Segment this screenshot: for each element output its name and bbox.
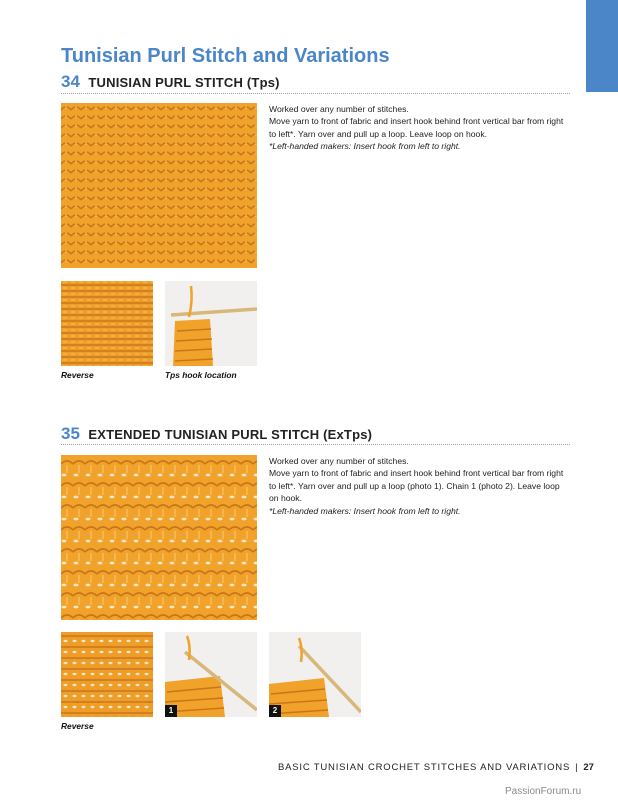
extps-swatch-front-photo: [61, 455, 257, 620]
extps-reverse-photo: [61, 632, 153, 717]
watermark: PassionForum.ru: [505, 786, 582, 797]
section-34-instructions: [269, 103, 569, 153]
section-title: TUNISIAN PURL STITCH (Tps): [88, 75, 280, 90]
tps-swatch-front-photo: [61, 103, 257, 268]
tps-reverse-photo: [61, 281, 153, 366]
photo-2-badge: 2: [269, 705, 281, 717]
step-2-photo: [269, 632, 361, 717]
section-34-heading: [61, 72, 280, 92]
section-title: EXTENDED TUNISIAN PURL STITCH (ExTps): [88, 427, 373, 442]
section-35-instructions: [269, 455, 569, 517]
section-divider: [61, 444, 570, 445]
left-handed-note: *Left-handed makers: Insert hook from left to right.: [269, 141, 461, 152]
section-color-tab: [586, 0, 618, 92]
instruction-line: Worked over any number of stitches.: [269, 456, 409, 466]
page-title: Tunisian Purl Stitch and Variations: [61, 45, 390, 67]
section-divider: [61, 93, 570, 94]
tps-hook-location-photo: [165, 281, 257, 366]
section-number: 34: [61, 72, 80, 91]
reverse-caption: Reverse: [61, 370, 94, 380]
hook-location-caption: Tps hook location: [165, 370, 237, 380]
left-handed-note: *Left-handed makers: Insert hook from left to right.: [269, 505, 461, 516]
step-1-photo: [165, 632, 257, 717]
photo-1-badge: 1: [165, 705, 177, 717]
instruction-line: Move yarn to front of fabric and insert hook behind front vertical bar from right to left*. Yarn over and pull up a loop. Leave loop on hook.: [269, 116, 564, 139]
instruction-line: Move yarn to front of fabric and insert hook behind front vertical bar from right to left*. Yarn over and pull up a loop (photo 1). Chain 1 (photo 2). Leave loop on hook.: [269, 468, 564, 504]
page-number: 27: [583, 762, 594, 773]
instruction-line: Worked over any number of stitches.: [269, 104, 409, 114]
page-footer: [278, 762, 594, 773]
section-number: 35: [61, 424, 80, 443]
reverse-caption: Reverse: [61, 721, 94, 731]
chapter-title: BASIC TUNISIAN CROCHET STITCHES AND VARIATIONS: [278, 762, 571, 773]
section-35-heading: [61, 424, 372, 444]
footer-separator: |: [575, 762, 579, 773]
